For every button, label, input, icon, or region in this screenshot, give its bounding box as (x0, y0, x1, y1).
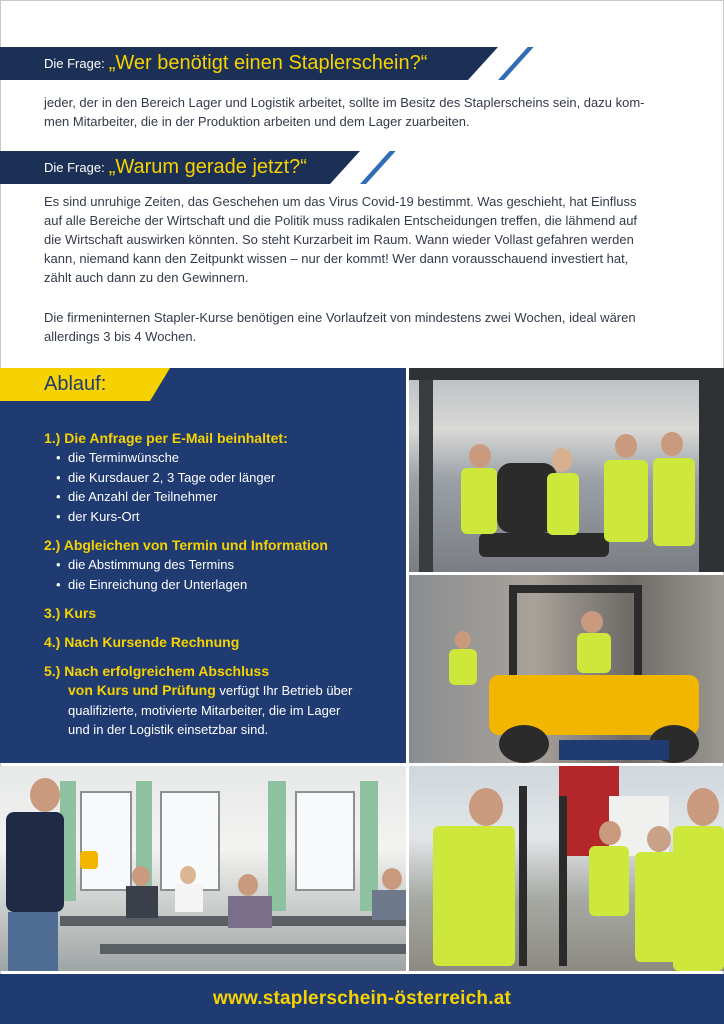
step-title-continued: von Kurs und Prüfung (68, 682, 216, 698)
step-title: 1.) Die Anfrage per E-Mail beinhaltet: (44, 430, 288, 446)
step-4 (44, 632, 394, 652)
footer-bar (0, 974, 724, 1024)
step-5-line: qualifizierte, motivierte Mitarbeiter, die im Lager (68, 702, 341, 718)
step-title: 5.) Nach erfolgreichem Abschluss (44, 663, 270, 679)
answer-paragraph-2 (44, 192, 674, 287)
step-3 (44, 603, 394, 623)
ablauf-heading: Ablauf: (44, 373, 107, 395)
list-item: • die Abstimmung des Termins (68, 555, 394, 575)
step-5 (44, 661, 394, 740)
question-banner-2 (0, 151, 330, 184)
step-title: 2.) Abgleichen von Termin und Information (44, 537, 328, 553)
question-banner-1 (0, 47, 468, 80)
paragraph-line: kann, niemand kann den Zeitpunkt wissen – nur der kommt! Wer dann vorausschauend investiert hat, (44, 251, 629, 266)
paragraph-line: Es sind unruhige Zeiten, das Geschehen um das Virus Covid-19 bestimmt. Was geschieht, hat Einfluss (44, 194, 637, 209)
paragraph-line: men Mitarbeiter, die in der Produktion arbeiten und dem Lager zuarbeiten. (44, 114, 470, 129)
banner-question: „Warum gerade jetzt?“ (108, 156, 307, 178)
list-item: • die Kursdauer 2, 3 Tage oder länger (68, 468, 394, 488)
footer-url[interactable]: www.staplerschein-österreich.at (213, 988, 511, 1009)
step-2 (44, 535, 394, 594)
photo-forklift-driving (409, 575, 724, 763)
paragraph-line: auf alle Bereiche der Wirtschaft und die Politik muss radikalen Entscheidungen treffen, die lähmend auf (44, 213, 638, 228)
paragraph-line: Die firmeninternen Stapler-Kurse benötigen eine Vorlaufzeit von mindestens zwei Wochen, ideal wären (44, 310, 636, 325)
list-item: • die Terminwünsche (68, 448, 394, 468)
step-title: 4.) Nach Kursende Rechnung (44, 634, 240, 650)
banner-question: „Wer benötigt einen Staplerschein?“ (108, 52, 428, 74)
photo-outdoor-training (409, 766, 724, 971)
paragraph-line: zählt auch dann zu den Gewinnern. (44, 270, 249, 285)
step-5-text (44, 681, 394, 740)
list-item: • der Kurs-Ort (68, 507, 394, 527)
answer-paragraph-1 (44, 93, 674, 131)
photo-classroom (0, 766, 406, 971)
ablauf-steps (44, 428, 394, 749)
step-2-list (44, 555, 394, 594)
lead-time-paragraph (44, 308, 674, 346)
step-5-text-tail: verfügt Ihr Betrieb über (215, 683, 353, 698)
photo-trainees-at-forklift (409, 368, 724, 572)
paragraph-line: die Wirtschaft auswirken könnten. So steht Kurzarbeit im Raum. Wann wieder Vollast gefahren werden (44, 232, 634, 247)
paragraph-line: allerdings 3 bis 4 Wochen. (44, 329, 197, 344)
step-title: 3.) Kurs (44, 605, 97, 621)
step-1 (44, 428, 394, 526)
ablauf-heading-tab (0, 368, 150, 401)
paragraph-line: jeder, der in den Bereich Lager und Logistik arbeitet, sollte im Besitz des Staplerscheins sein, dazu kom- (44, 95, 645, 110)
step-1-list (44, 448, 394, 526)
banner-lead: Die Frage: (44, 56, 105, 71)
list-item: • die Anzahl der Teilnehmer (68, 487, 394, 507)
banner-lead: Die Frage: (44, 160, 105, 175)
step-5-line: und in der Logistik einsetzbar sind. (68, 722, 269, 737)
list-item: • die Einreichung der Unterlagen (68, 575, 394, 595)
